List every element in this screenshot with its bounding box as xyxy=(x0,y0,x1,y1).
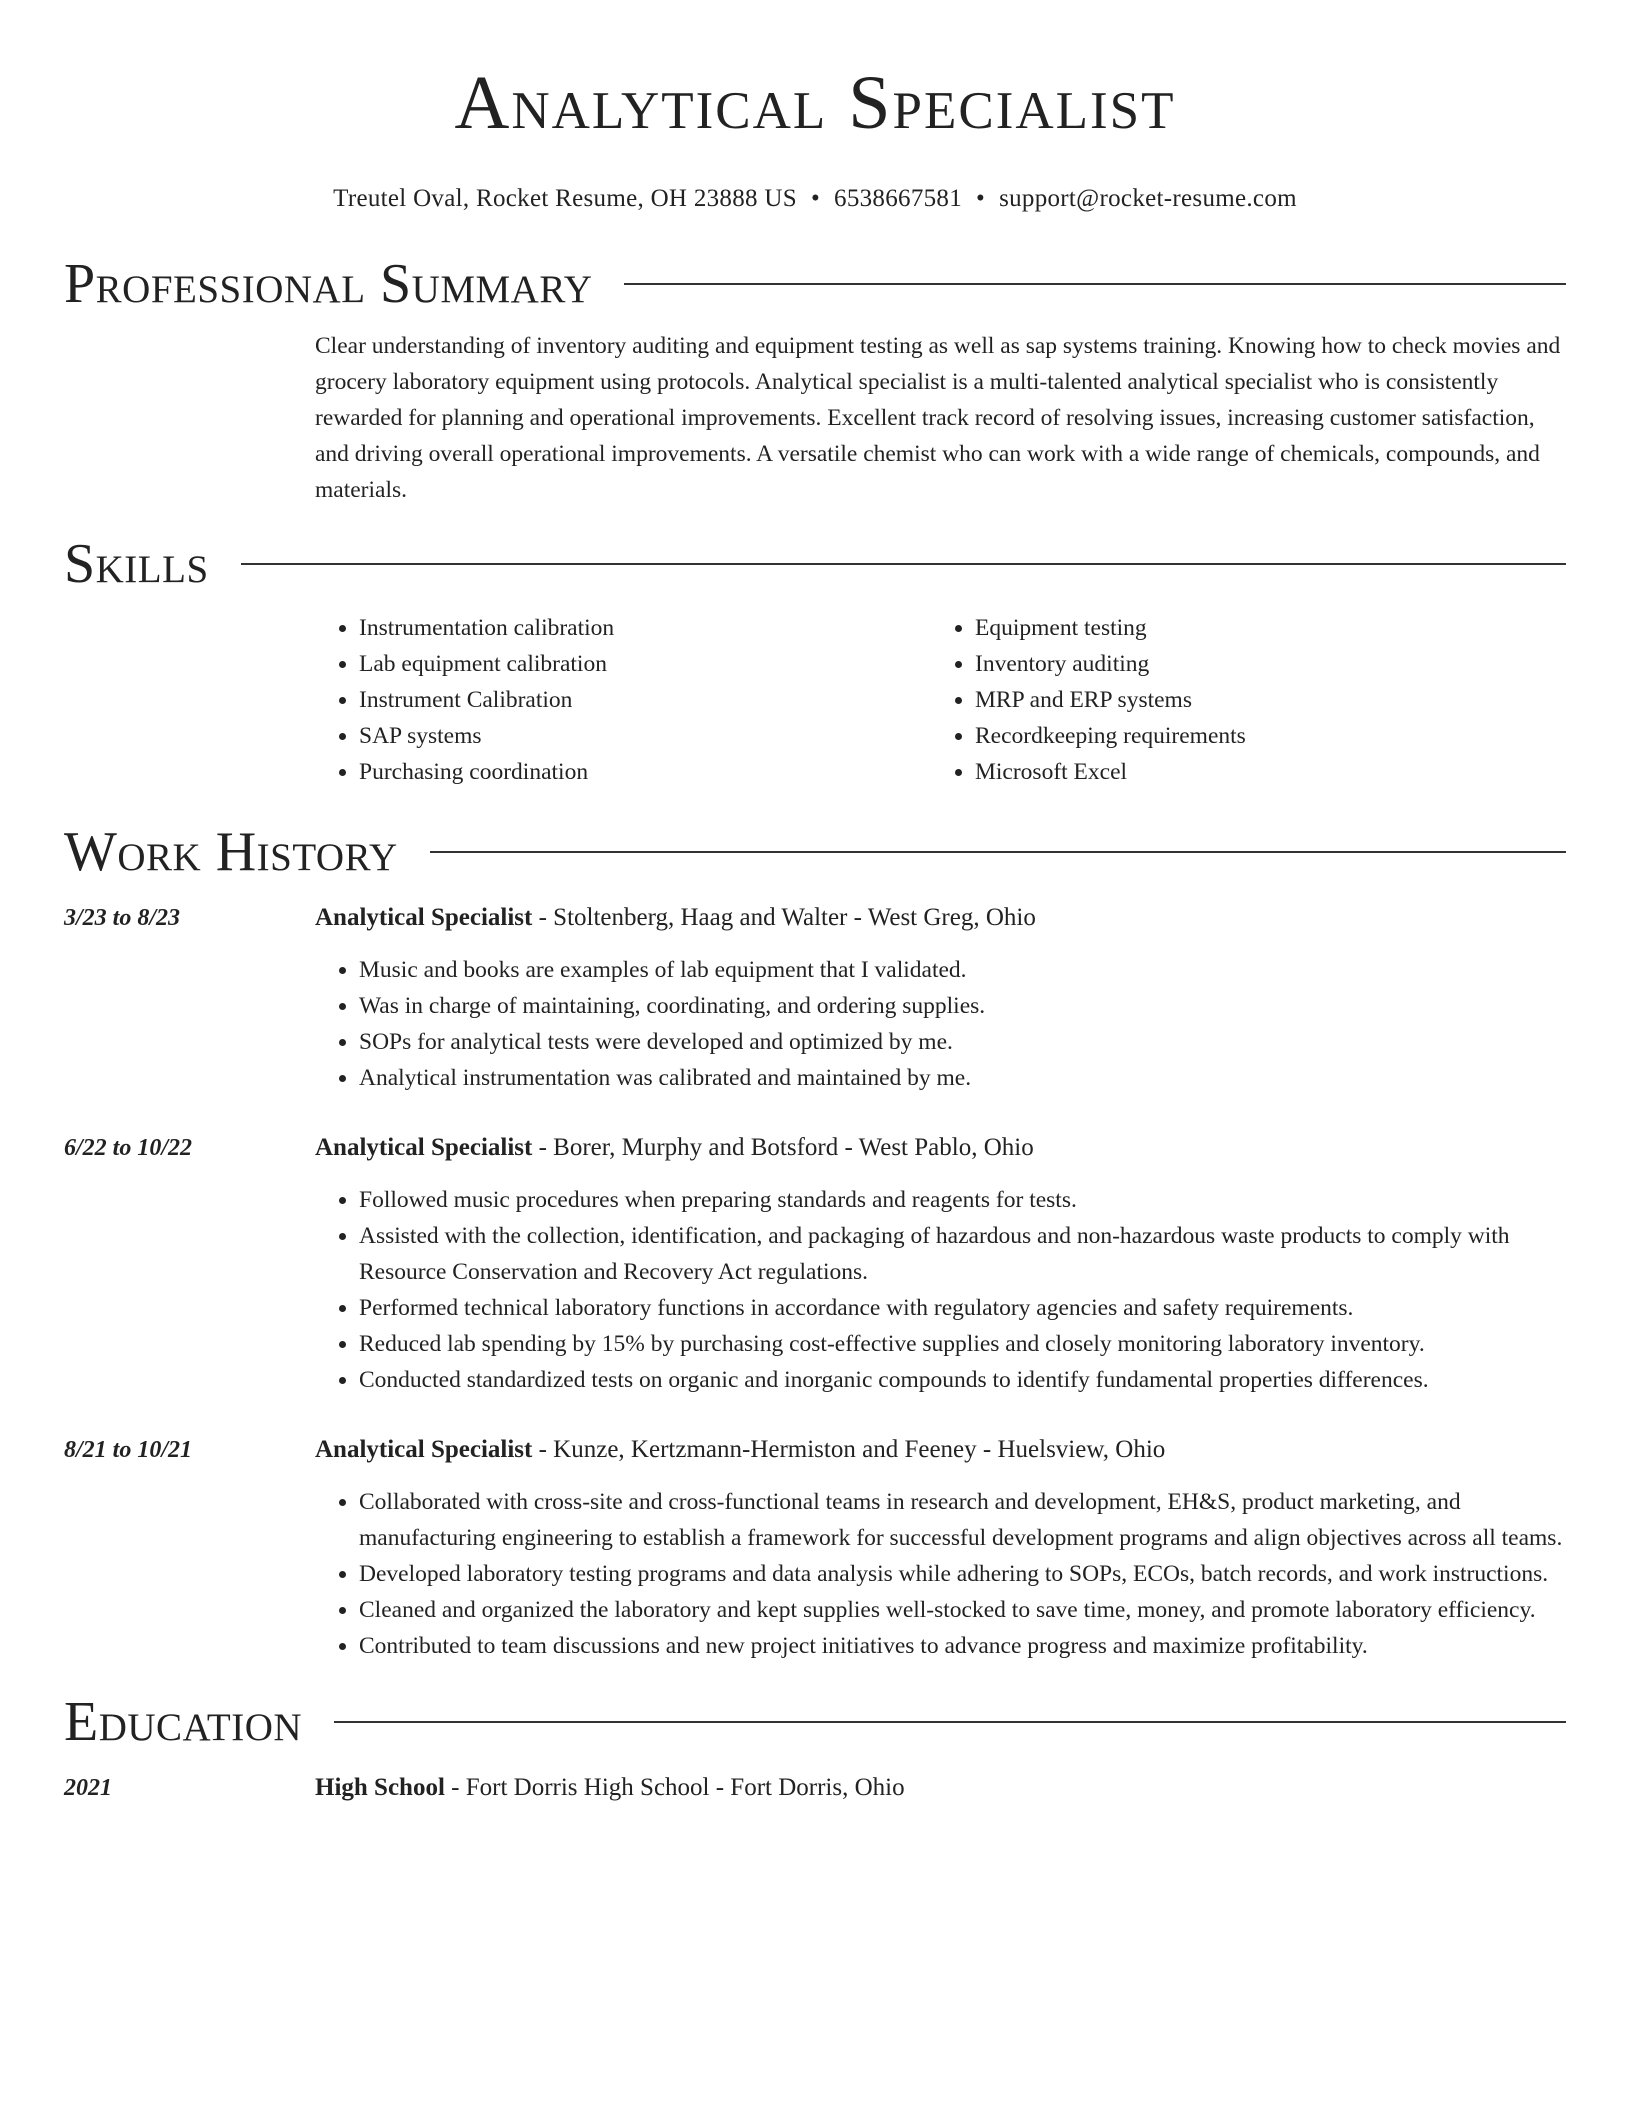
job-entry xyxy=(64,900,1566,1096)
skills-list xyxy=(315,610,1566,790)
section-divider xyxy=(624,283,1566,285)
job-employer: - Borer, Murphy and Botsford - West Pablo, Ohio xyxy=(532,1134,1034,1161)
job-entry xyxy=(64,1130,1566,1398)
section-title-summary: Professional Summary xyxy=(64,253,593,315)
skill-item: • Lab equipment calibration xyxy=(359,646,931,682)
skills-column-left xyxy=(315,610,931,790)
section-divider xyxy=(430,851,1566,853)
education-date: 2021 xyxy=(64,1775,112,1801)
skill-item: • Instrument Calibration xyxy=(359,682,931,718)
job-date: 8/21 to 10/21 xyxy=(64,1437,193,1463)
job-date: 6/22 to 10/22 xyxy=(64,1135,193,1161)
job-title-line xyxy=(315,1130,1566,1166)
section-title-education: Education xyxy=(64,1691,303,1753)
job-bullet: • Analytical instrumentation was calibrated and maintained by me. xyxy=(359,1060,1566,1096)
education-degree: High School xyxy=(315,1774,445,1801)
job-employer: - Kunze, Kertzmann-Hermiston and Feeney - Huelsview, Ohio xyxy=(532,1436,1166,1463)
job-bullet: • SOPs for analytical tests were developed and optimized by me. xyxy=(359,1024,1566,1060)
contact-phone: 6538667581 xyxy=(834,185,963,212)
job-bullet: • Performed technical laboratory functions in accordance with regulatory agencies and safety requirements. xyxy=(359,1290,1566,1326)
job-title: Analytical Specialist xyxy=(315,1436,533,1463)
job-bullet: • Followed music procedures when preparing standards and reagents for tests. xyxy=(359,1182,1566,1218)
skill-item: • Recordkeeping requirements xyxy=(975,718,1547,754)
section-heading-skills xyxy=(64,532,1566,596)
job-bullet: • Collaborated with cross-site and cross-functional teams in research and development, EH&S, product marketing, and manufacturing engineering to establish a framework for successful development programs and align objectives across all teams. xyxy=(359,1484,1566,1556)
job-bullet: • Developed laboratory testing programs and data analysis while adhering to SOPs, ECOs, batch records, and work instructions. xyxy=(359,1556,1566,1592)
education-entry xyxy=(64,1770,1566,1806)
skill-item: • MRP and ERP systems xyxy=(975,682,1547,718)
skill-item: • Instrumentation calibration xyxy=(359,610,931,646)
contact-separator: • xyxy=(976,185,986,212)
skill-item: • Microsoft Excel xyxy=(975,754,1547,790)
section-heading-summary xyxy=(64,252,1566,316)
job-bullet: • Was in charge of maintaining, coordinating, and ordering supplies. xyxy=(359,988,1566,1024)
job-content xyxy=(315,1130,1566,1398)
section-title-skills: Skills xyxy=(64,533,209,595)
section-heading-education xyxy=(64,1690,1566,1754)
job-date: 3/23 to 8/23 xyxy=(64,905,181,931)
skills-column-right xyxy=(931,610,1547,790)
job-title: Analytical Specialist xyxy=(315,904,533,931)
resume-page xyxy=(64,0,1566,1806)
job-bullet: • Contributed to team discussions and new project initiatives to advance progress and maximize profitability. xyxy=(359,1628,1566,1664)
skill-item: • Equipment testing xyxy=(975,610,1547,646)
job-content xyxy=(315,900,1566,1096)
job-bullet: • Cleaned and organized the laboratory and kept supplies well-stocked to save time, money, and promote laboratory efficiency. xyxy=(359,1592,1566,1628)
contact-line xyxy=(64,184,1566,214)
contact-email: support@rocket-resume.com xyxy=(999,185,1297,212)
job-entry xyxy=(64,1432,1566,1664)
job-bullets xyxy=(315,952,1566,1096)
job-bullets xyxy=(315,1484,1566,1664)
job-employer: - Stoltenberg, Haag and Walter - West Greg, Ohio xyxy=(532,904,1036,931)
candidate-name: Analytical Specialist xyxy=(454,61,1176,145)
education-content xyxy=(315,1770,905,1806)
job-bullet: • Assisted with the collection, identification, and packaging of hazardous and non-hazardous waste products to comply with Resource Conservation and Recovery Act regulations. xyxy=(359,1218,1566,1290)
job-content xyxy=(315,1432,1566,1664)
section-heading-work-history xyxy=(64,820,1566,884)
job-bullet: • Reduced lab spending by 15% by purchasing cost-effective supplies and closely monitoring laboratory inventory. xyxy=(359,1326,1566,1362)
job-bullet: • Music and books are examples of lab equipment that I validated. xyxy=(359,952,1566,988)
skill-item: • SAP systems xyxy=(359,718,931,754)
job-title: Analytical Specialist xyxy=(315,1134,533,1161)
section-divider xyxy=(334,1721,1566,1723)
job-bullets xyxy=(315,1182,1566,1398)
job-title-line xyxy=(315,900,1566,936)
section-title-work-history: Work History xyxy=(64,821,398,883)
contact-address: Treutel Oval, Rocket Resume, OH 23888 US xyxy=(333,185,797,212)
contact-separator: • xyxy=(810,185,821,212)
job-title-line xyxy=(315,1432,1566,1468)
job-bullet: • Conducted standardized tests on organic and inorganic compounds to identify fundamental properties differences. xyxy=(359,1362,1566,1398)
skill-item: • Purchasing coordination xyxy=(359,754,931,790)
summary-text: Clear understanding of inventory auditing and equipment testing as well as sap systems training. Knowing how to check movies and grocery laboratory equipment using protocols. Analytical specialist is a multi-talented analytical specialist who is consistently rewarded for planning and operational improvements. Excellent track record of resolving issues, increasing customer satisfaction, and driving overall operational improvements. A versatile chemist who can work with a wide range of chemicals, compounds, and materials. xyxy=(315,333,1561,503)
education-school: - Fort Dorris High School - Fort Dorris, Ohio xyxy=(444,1774,905,1801)
skill-item: • Inventory auditing xyxy=(975,646,1547,682)
section-divider xyxy=(241,563,1566,565)
